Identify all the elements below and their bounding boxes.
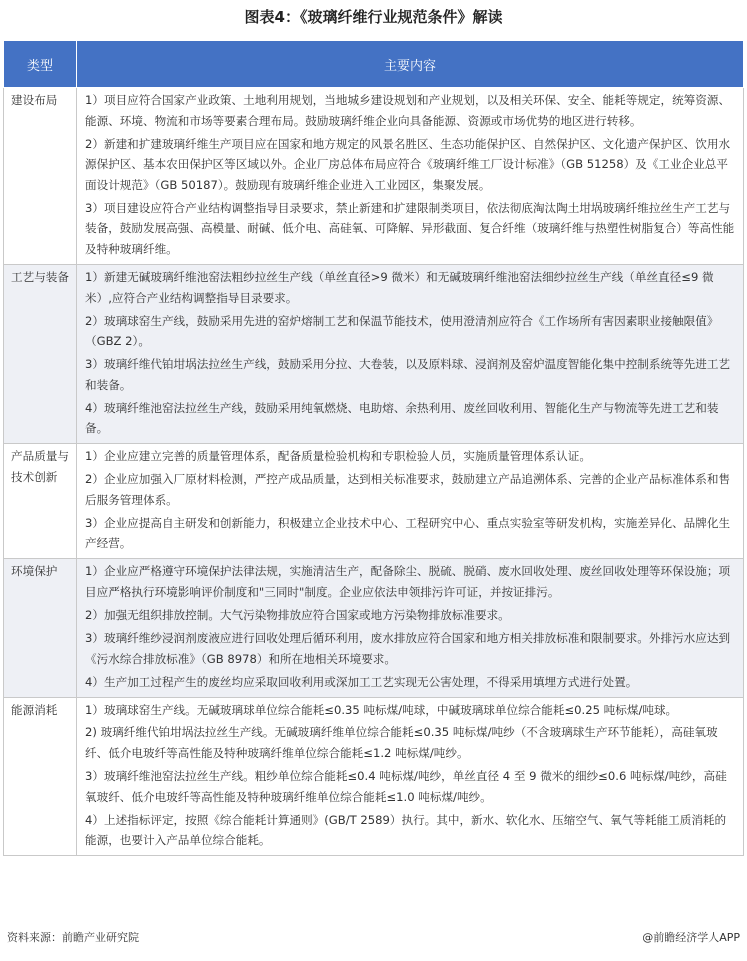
content-item: 2）玻璃球窑生产线，鼓励采用先进的窑炉熔制工艺和保温节能技术，使用澄清剂应符合《工作场所有害因素职业接触限值》（GBZ 2）。 (85, 313, 719, 349)
table-row (4, 697, 744, 856)
policy-table (3, 40, 744, 856)
content-item: 3）玻璃纤维纱浸润剂废液应进行回收处理后循环利用，废水排放应符合国家和地方相关排放标准和限制要求。外排污水应达到《污水综合排放标准》（GB 8978）和所在地相关环境要求。 (85, 630, 731, 666)
content-item: 1）新建无碱玻璃纤维池窑法粗纱拉丝生产线（单丝直径>9 微米）和无碱玻璃纤维池窑法细纱拉丝生产线（单丝直径≤9 微米）,应符合产业结构调整指导目录要求。 (85, 269, 714, 305)
content-item: 1）企业应严格遵守环境保护法律法规，实施清洁生产，配备除尘、脱硫、脱硝、废水回收处理、废丝回收处理等环保设施；项目应严格执行环境影响评价制度和"三同时"制度。企业应依法申领排污许可证，并按证排污。 (85, 564, 731, 599)
row-content-cell (77, 559, 744, 697)
figure-title: 图表4：《玻璃纤维行业规范条件》解读 (244, 8, 503, 26)
row-content-cell (77, 697, 744, 856)
content-item: 3）玻璃纤维池窑法拉丝生产线。粗纱单位综合能耗≤0.4 吨标煤/吨纱，单丝直径 4 至 9 微米的细纱≤0.6 吨标煤/吨纱，高硅氧玻纤、低介电玻纤等高性能及特种玻璃纤维单位综合能耗≤1.0 吨标煤/吨纱。 (85, 769, 727, 804)
content-item: 3）玻璃纤维代铂坩埚法拉丝生产线，鼓励采用分拉、大卷装，以及原料球、浸润剂及窑炉温度智能化集中控制系统等先进工艺和装备。 (85, 357, 731, 392)
table-row (4, 88, 744, 265)
content-item: 3）项目建设应符合产业结构调整指导目录要求，禁止新建和扩建限制类项目，依法彻底淘汰陶土坩埚玻璃纤维拉丝生产工艺与装备，鼓励发展高强、高模量、耐碱、低介电、高硅氧、可降解、异形截面、复合纤维（玻璃纤维与热塑性树脂复合）等高性能及特种玻璃纤维。 (85, 200, 735, 256)
table-row (4, 264, 744, 443)
table-header-row (4, 41, 744, 88)
row-type-cell: 建设布局 (4, 88, 77, 265)
table-row (4, 559, 744, 697)
row-content-cell (77, 264, 744, 443)
header-content: 主要内容 (77, 41, 744, 88)
source-note: 资料来源：前瞻产业研究院 (7, 931, 139, 944)
row-type-cell: 工艺与装备 (4, 264, 77, 443)
content-item: 1）项目应符合国家产业政策、土地利用规划，当地城乡建设规划和产业规划，以及相关环保、安全、能耗等规定，统筹资源、能源、环境、物流和市场等要素合理布局。鼓励玻璃纤维企业向具备能源、资源或市场优势的地区进行转移。 (85, 93, 731, 128)
content-item: 1）企业应建立完善的质量管理体系，配备质量检验机构和专职检验人员，实施质量管理体系认证。 (85, 449, 591, 464)
brand-credit: @前瞻经济学人APP (642, 931, 740, 944)
content-item: 4）玻璃纤维池窑法拉丝生产线，鼓励采用纯氧燃烧、电助熔、余热利用、废丝回收利用、智能化生产与物流等先进工艺和装备。 (85, 400, 719, 436)
footer (7, 930, 740, 946)
header-type: 类型 (4, 41, 77, 88)
row-type-cell: 环境保护 (4, 559, 77, 697)
row-type-cell: 产品质量与技术创新 (4, 444, 77, 559)
content-item: 2）企业应加强入厂原材料检测，严控产成品质量，达到相关标准要求，鼓励建立产品追溯体系、完善的企业产品标准体系和售后服务管理体系。 (85, 472, 731, 507)
table-row (4, 444, 744, 559)
content-item: 2）加强无组织排放控制。大气污染物排放应符合国家或地方污染物排放标准要求。 (85, 607, 510, 622)
row-type-cell: 能源消耗 (4, 697, 77, 856)
row-content-cell (77, 88, 744, 265)
content-item: 1）玻璃球窑生产线。无碱玻璃球单位综合能耗≤0.35 吨标煤/吨球，中碱玻璃球单位综合能耗≤0.25 吨标煤/吨球。 (85, 702, 678, 717)
row-content-cell (77, 444, 744, 559)
content-item: 2）新建和扩建玻璃纤维生产项目应在国家和地方规定的风景名胜区、生态功能保护区、自然保护区、文化遗产保护区、饮用水源保护区、基本农田保护区等区域以外。企业厂房总体布局应符合《玻璃纤维工厂设计标准》（GB 51258）及《工业企业总平面设计规范》（GB 50187）。鼓励现有玻璃纤维企业进入工业园区，集聚发展。 (85, 136, 731, 192)
content-item: 4）上述指标评定，按照《综合能耗计算通则》(GB/T 2589）执行。其中，新水、软化水、压缩空气、氧气等耗能工质消耗的能源，也要计入产品单位综合能耗。 (85, 812, 727, 848)
content-item: 3）企业应提高自主研发和创新能力，积极建立企业技术中心、工程研究中心、重点实验室等研发机构，实施差异化、品牌化生产经营。 (85, 515, 731, 551)
content-item: 4）生产加工过程产生的废丝均应采取回收利用或深加工工艺实现无公害处理，不得采用填埋方式进行处置。 (85, 674, 638, 689)
content-item: 2) 玻璃纤维代铂坩埚法拉丝生产线。无碱玻璃纤维单位综合能耗≤0.35 吨标煤/吨纱（不含玻璃球生产环节能耗），高硅氧玻纤、低介电玻纤等高性能及特种玻璃纤维单位综合能耗≤1.2 吨标煤/吨纱。 (85, 725, 718, 761)
